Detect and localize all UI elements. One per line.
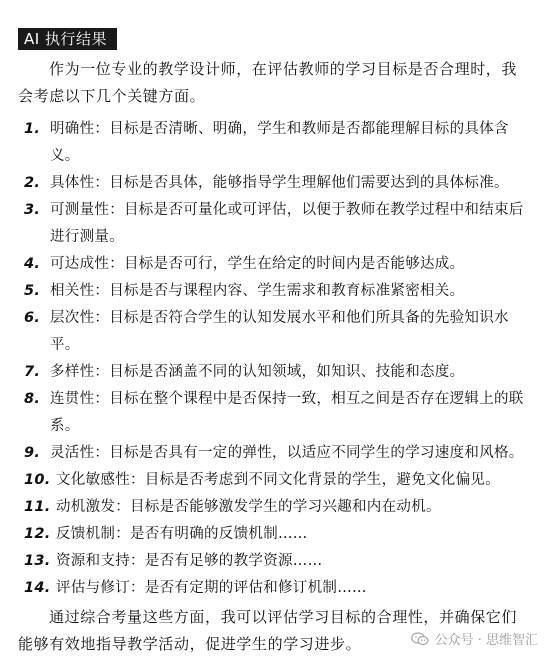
- item-text: 反馈机制：是否有明确的反馈机制……: [56, 526, 308, 542]
- watermark-text: 公众号 · 思维智汇: [434, 633, 538, 648]
- item-text: 文化敏感性：目标是否考虑到不同文化背景的学生，避免文化偏见。: [56, 472, 500, 488]
- item-number: 3.: [24, 202, 41, 218]
- wechat-icon: [411, 632, 429, 646]
- list-item: [18, 278, 530, 305]
- list-item: [18, 467, 530, 494]
- list-item: [18, 548, 530, 575]
- item-number: 4.: [24, 256, 41, 272]
- intro-paragraph: 作为一位专业的教学设计师，在评估教师的学习目标是否合理时，我会考虑以下几个关键方面。: [18, 60, 518, 105]
- item-text: 层次性：目标是否符合学生的认知发展水平和他们所具备的先验知识水平。: [50, 310, 509, 353]
- list-item: [18, 359, 530, 386]
- list-item: [18, 197, 530, 251]
- item-number: 14.: [24, 580, 51, 596]
- item-text: 资源和支持：是否有足够的教学资源……: [56, 553, 323, 569]
- item-text: 评估与修订：是否有定期的评估和修订机制……: [56, 580, 367, 596]
- item-text: 多样性：目标是否涵盖不同的认知领域，如知识、技能和态度。: [50, 364, 465, 380]
- item-text: 可测量性：目标是否可量化或可评估，以便于教师在教学过程中和结束后进行测量。: [50, 202, 524, 245]
- item-text: 连贯性：目标在整个课程中是否保持一致，相互之间是否存在逻辑上的联系。: [50, 391, 524, 434]
- closing-paragraph: 通过综合考量这些方面，我可以评估学习目标的合理性，并确保它们能够有效地指导教学活动，促进学生的学习进步。: [18, 608, 518, 653]
- item-text: 动机激发：目标是否能够激发学生的学习兴趣和内在动机。: [56, 499, 441, 515]
- item-text: 具体性：目标是否具体，能够指导学生理解他们需要达到的具体标准。: [50, 175, 509, 191]
- item-number: 10.: [24, 472, 51, 488]
- list-item: [18, 170, 530, 197]
- list-item: [18, 494, 530, 521]
- list-item: [18, 575, 530, 602]
- article-body: [18, 56, 530, 658]
- item-number: 9.: [24, 445, 41, 461]
- item-number: 6.: [24, 310, 41, 326]
- item-number: 12.: [24, 526, 51, 542]
- item-number: 13.: [24, 553, 51, 569]
- item-number: 8.: [24, 391, 41, 407]
- item-number: 1.: [24, 121, 41, 137]
- item-text: 明确性：目标是否清晰、明确，学生和教师是否都能理解目标的具体含义。: [50, 121, 509, 164]
- list-item: [18, 305, 530, 359]
- item-number: 7.: [24, 364, 41, 380]
- ai-result-tag: AI 执行结果: [18, 28, 117, 50]
- list-item: [18, 116, 530, 170]
- list-item: [18, 251, 530, 278]
- item-number: 11.: [24, 499, 51, 515]
- item-number: 2.: [24, 175, 41, 191]
- criteria-list: [18, 116, 530, 602]
- list-item: [18, 521, 530, 548]
- item-text: 相关性：目标是否与课程内容、学生需求和教育标准紧密相关。: [50, 283, 465, 299]
- list-item: [18, 440, 530, 467]
- list-item: [18, 386, 530, 440]
- account-watermark: [411, 629, 538, 648]
- item-number: 5.: [24, 283, 41, 299]
- item-text: 灵活性：目标是否具有一定的弹性，以适应不同学生的学习速度和风格。: [50, 445, 524, 461]
- item-text: 可达成性：目标是否可行，学生在给定的时间内是否能够达成。: [50, 256, 465, 272]
